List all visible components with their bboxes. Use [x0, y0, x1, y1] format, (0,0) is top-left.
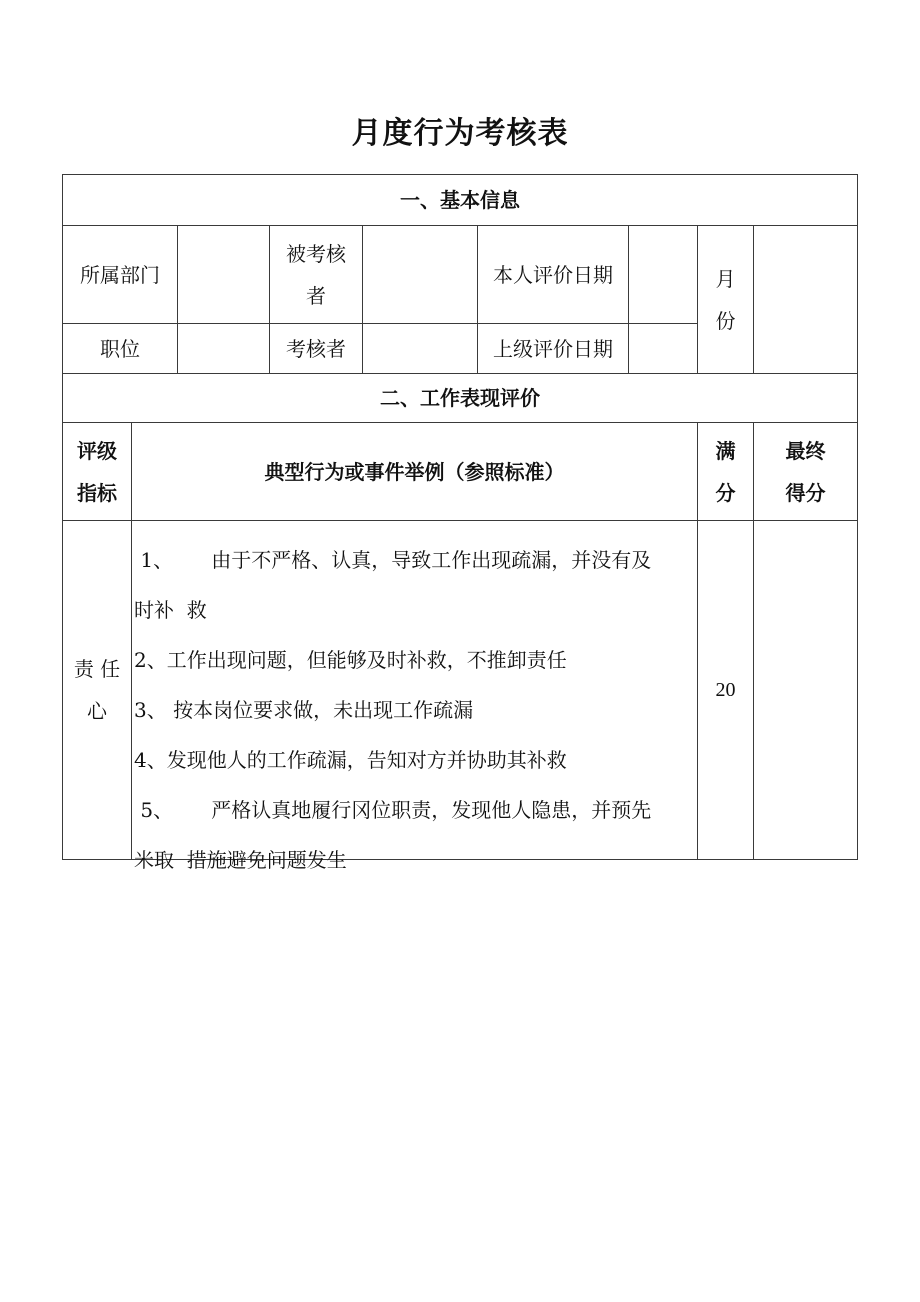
superior-eval-date-label: 上级评价日期 — [478, 324, 629, 374]
example-line: 米取 措施避免问题发生 — [134, 848, 347, 872]
section-performance-heading: 二、工作表现评价 — [63, 374, 857, 423]
month-label — [698, 226, 754, 374]
section-basic-info-heading: 一、基本信息 — [63, 175, 857, 226]
self-eval-date-field[interactable] — [629, 226, 698, 324]
assessee-field[interactable] — [363, 226, 478, 324]
example-line: 时补 救 — [134, 598, 207, 622]
indicator-responsibility — [63, 521, 132, 859]
month-label-line1: 月 — [715, 266, 736, 291]
final-score-field[interactable] — [754, 521, 857, 859]
indicator-line2: 心 — [87, 699, 107, 723]
col-header-indicator-line1: 评级 — [77, 438, 117, 463]
page-title: 月度行为考核表 — [351, 116, 569, 151]
assessor-field[interactable] — [363, 324, 478, 374]
position-field[interactable] — [178, 324, 270, 374]
assessor-label: 考核者 — [270, 324, 363, 374]
col-header-final-score-line1: 最终 — [785, 438, 826, 463]
examples-list — [132, 521, 698, 872]
example-line: 4、发现他人的工作疏漏，告知对方并协助其补救 — [134, 748, 567, 772]
col-header-full-score — [698, 423, 754, 521]
assessee-label-line1: 被考核 — [286, 241, 346, 266]
position-label: 职位 — [63, 324, 178, 374]
month-field[interactable] — [754, 226, 857, 374]
col-header-indicator-line2: 指标 — [77, 480, 117, 505]
col-header-examples: 典型行为或事件举例（参照标准） — [132, 423, 698, 521]
example-line: 3、 按本岗位要求做，未出现工作疏漏 — [134, 698, 474, 722]
self-eval-date-label: 本人评价日期 — [478, 226, 629, 324]
col-header-full-score-line2: 分 — [715, 480, 736, 505]
superior-eval-date-field[interactable] — [629, 324, 698, 374]
assessee-label-line2: 者 — [306, 283, 326, 308]
assessee-label — [270, 226, 363, 324]
assessment-table — [62, 174, 858, 872]
col-header-final-score-line2: 得分 — [785, 480, 826, 505]
col-header-full-score-line1: 满 — [715, 438, 736, 463]
example-line: 2、工作出现问题，但能够及时补救，不推卸责任 — [134, 648, 567, 672]
indicator-line1: 责 任 — [73, 657, 121, 681]
example-line: 5、 严格认真地履行冈位职责，发现他人隐患，并预先 — [134, 798, 652, 822]
department-label: 所属部门 — [63, 226, 178, 324]
col-header-indicator — [63, 423, 132, 521]
col-header-final-score — [754, 423, 857, 521]
example-line: 1、 由于不严格、认真，导致工作出现疏漏，并没有及 — [134, 548, 652, 572]
department-field[interactable] — [178, 226, 270, 324]
month-label-line2: 份 — [715, 308, 736, 333]
full-score-value: 20 — [698, 521, 754, 859]
